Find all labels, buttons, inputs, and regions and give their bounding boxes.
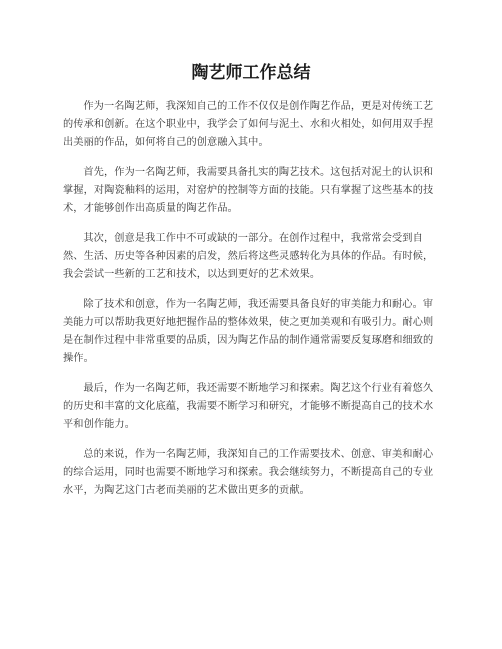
paragraph-3: 其次，创意是我工作中不可或缺的一部分。在创作过程中，我常常会受到自然、生活、历史等各种因素的启发，然后将这些灵感转化为具体的作品。有时候，我会尝试一些新的工艺和技术，以达到更好的艺术效果。 [63,233,434,280]
paragraph-5: 最后，作为一名陶艺师，我还需要不断地学习和探索。陶艺这个行业有着悠久的历史和丰富的文化底蕴，我需要不断学习和研究，才能够不断提高自己的技术水平和创作能力。 [63,383,434,430]
document-title: 陶艺师工作总结 [191,63,311,83]
document-body [63,98,437,512]
paragraph-2: 首先，作为一名陶艺师，我需要具备扎实的陶艺技术。这包括对泥土的认识和掌握，对陶瓷釉料的运用，对窑炉的控制等方面的技能。只有掌握了这些基本的技术，才能够创作出高质量的陶艺作品。 [63,167,434,214]
paragraph-4: 除了技术和创意，作为一名陶艺师，我还需要具备良好的审美能力和耐心。审美能力可以帮助我更好地把握作品的整体效果，使之更加美观和有吸引力。耐心则是在制作过程中非常重要的品质，因为陶艺作品的制作通常需要反复琢磨和细致的操作。 [63,299,434,364]
paragraph-1: 作为一名陶艺师，我深知自己的工作不仅仅是创作陶艺作品，更是对传统工艺的传承和创新。在这个职业中，我学会了如何与泥土、水和火相处，如何用双手捏出美丽的作品，如何将自己的创意融入其中。 [63,101,434,148]
paragraph-6: 总的来说，作为一名陶艺师，我深知自己的工作需要技术、创意、审美和耐心的综合运用，同时也需要不断地学习和探索。我会继续努力，不断提高自己的专业水平，为陶艺这门古老而美丽的艺术做出更多的贡献。 [63,449,434,496]
